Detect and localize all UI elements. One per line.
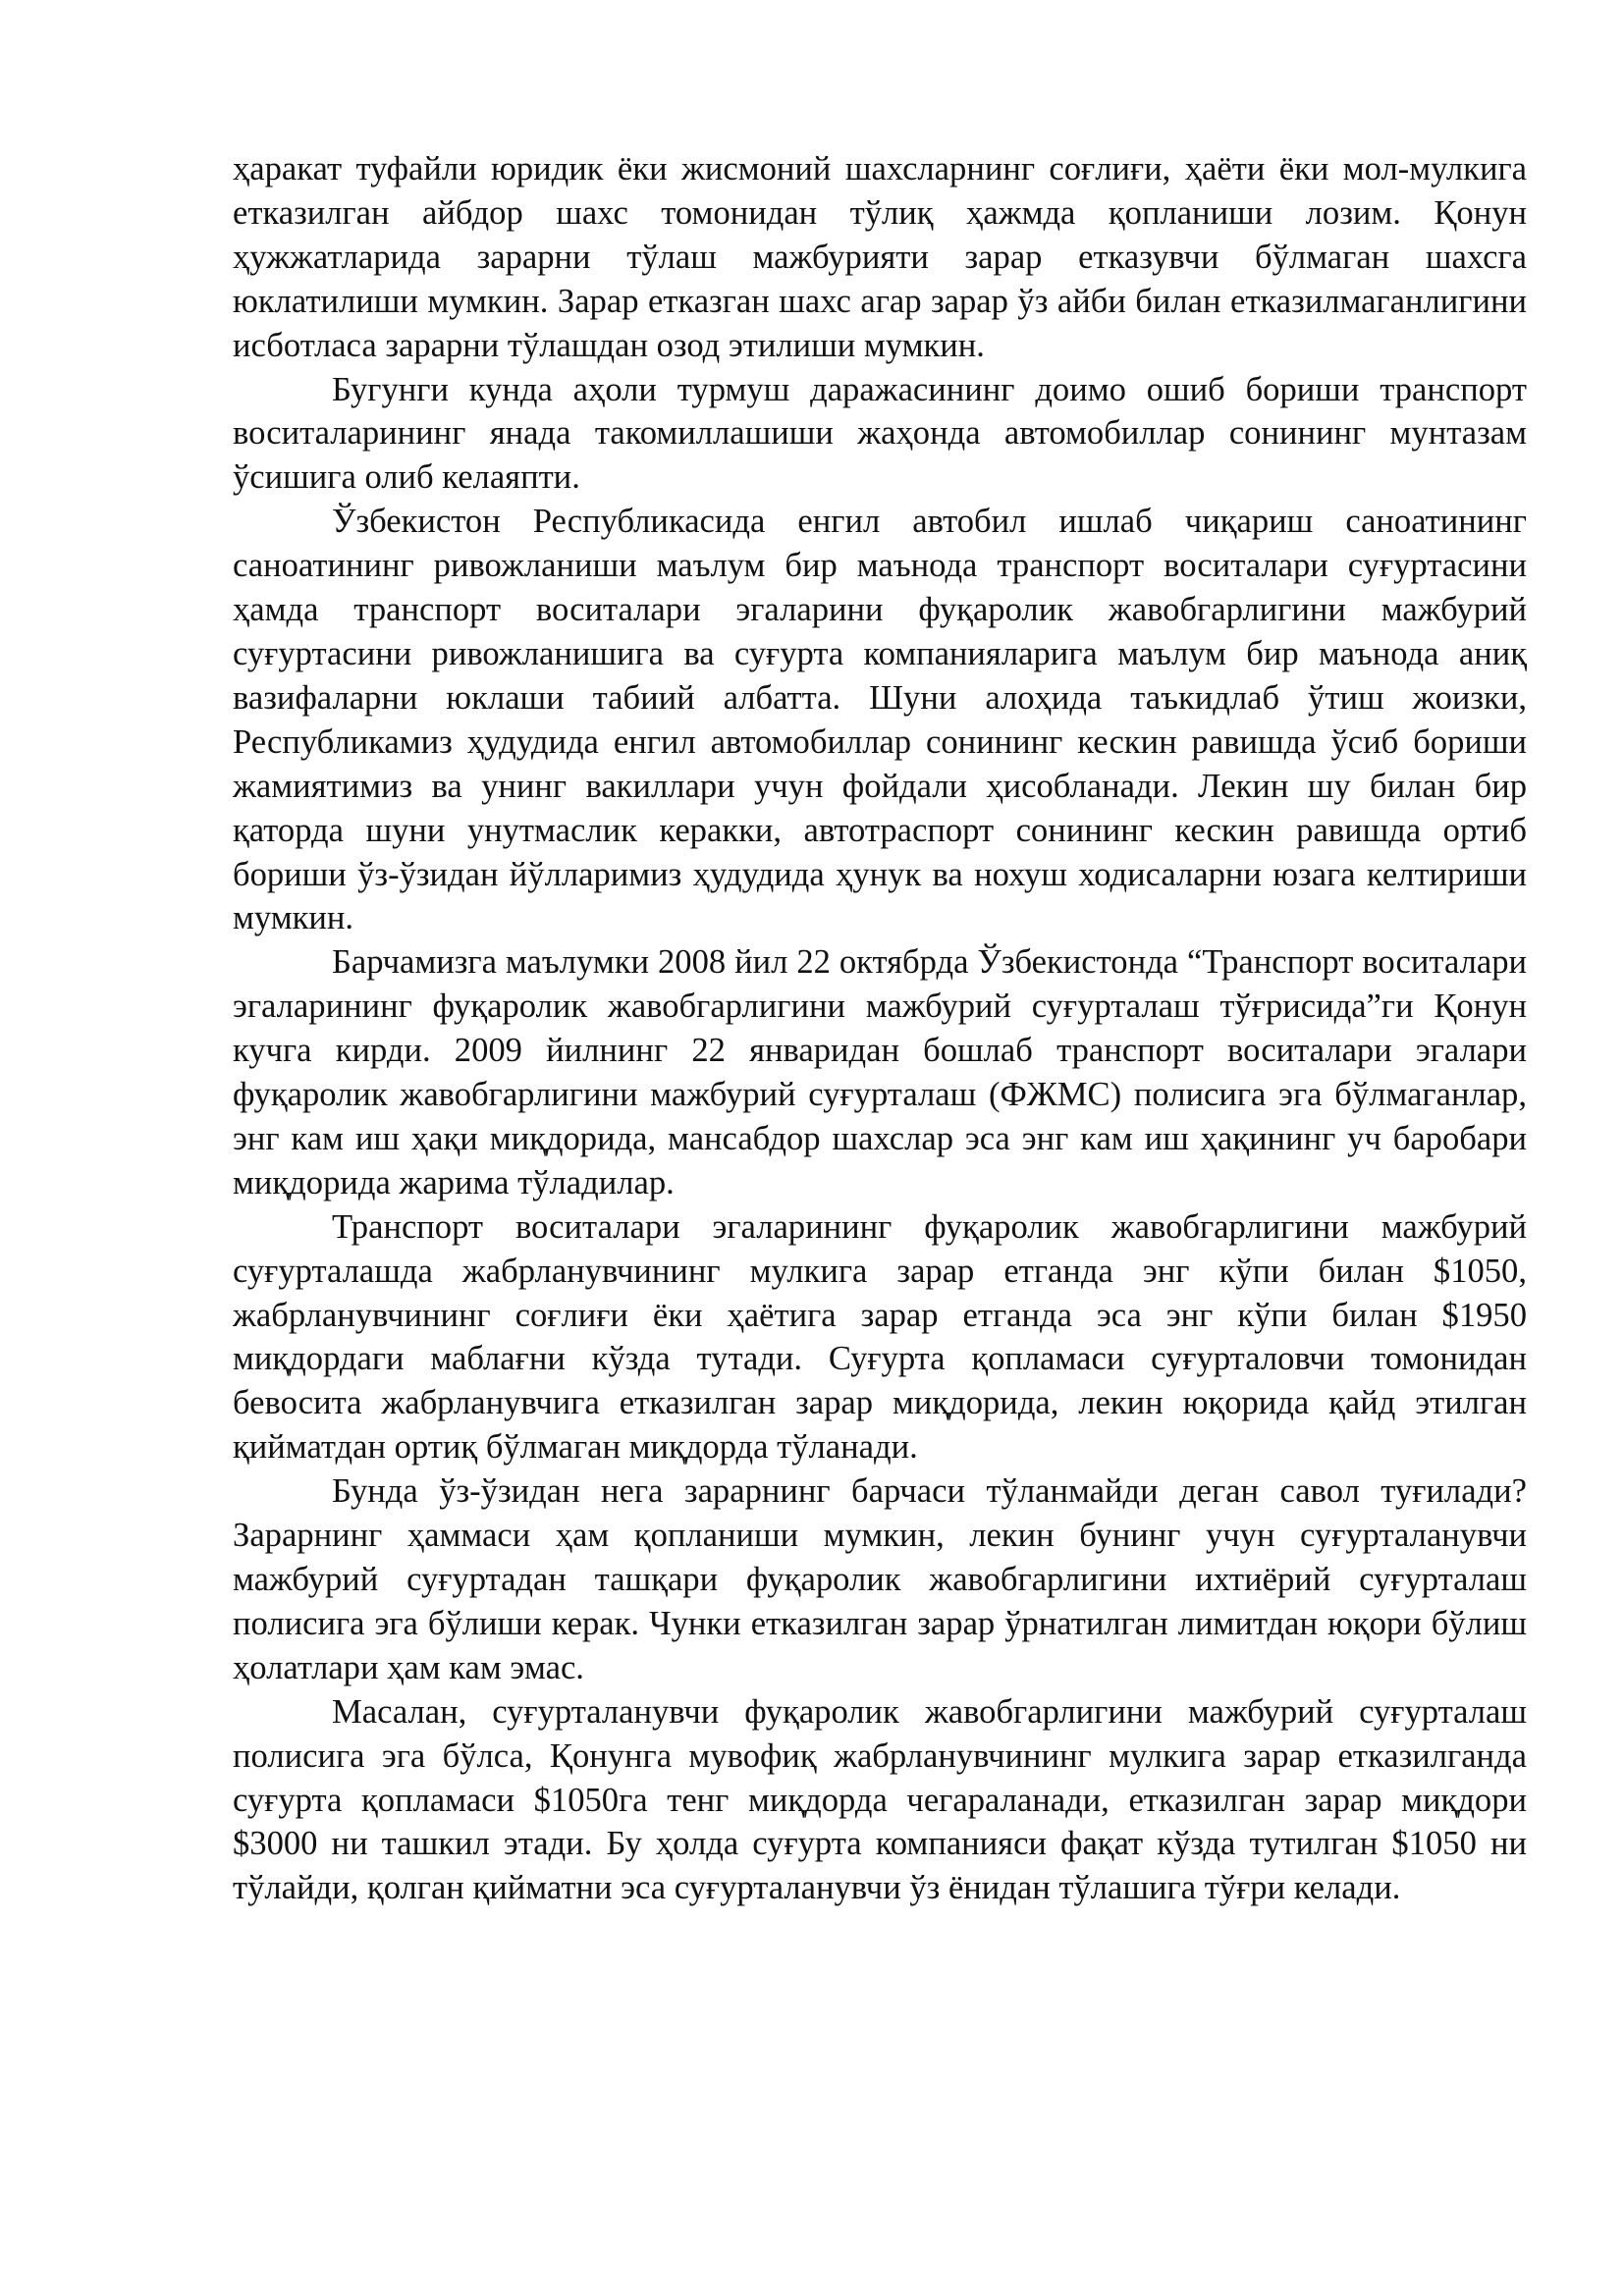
paragraph-population-living-standards: Бугунги кунда аҳоли турмуш даражасининг доимо ошиб бориши транспорт воситаларининг янада такомиллашиши жаҳонда автомобиллар сонининг мунтазам ўсишига олиб келаяпти.: [233, 370, 1527, 497]
paragraph-insurance-limits: Транспорт воситалари эгаларининг фуқаролик жавобгарлигини мажбурий суғурталашда жабрланувчининг мулкига зарар етганда энг кўпи билан $1050, жабрланувчининг соғлиғи ёки ҳаётига зарар етганда эса энг кўпи билан $1950 миқдордаги маблағни кўзда тутади. Суғурта қопламаси суғурталовчи томонидан бевосита жабрланувчига етказилган зарар миқдорида, лекин юқорида қайд этилган қийматдан ортиқ бўлмаган миқдорда тўланади.: [233, 1207, 1527, 1467]
paragraph-law-2008: Барчамизга маълумки 2008 йил 22 октябрда Ўзбекистонда “Транспорт воситалари эгаларининг фуқаролик жавобгарлигини мажбурий суғурталаш тўғрисида”ги Қонун кучга кирди. 2009 йилнинг 22 январидан бошлаб транспорт воситалари эгалари фуқаролик жавобгарлигини мажбурий суғурталаш (ФЖМС) полисига эга бўлмаганлар, энг кам иш ҳақи миқдорида, мансабдор шахслар эса энг кам иш ҳақининг уч баробари миқдорида жарима тўладилар.: [233, 943, 1527, 1201]
paragraph-automobile-industry: Ўзбекистон Республикасида енгил автобил ишлаб чиқариш саноатининг саноатининг ривожланиши маълум бир маънода транспорт воситалари суғуртасини ҳамда транспорт воситалари эгаларини фуқаролик жавобгарлигини мажбурий суғуртасини ривожланишига ва суғурта компанияларига маълум бир маънода аниқ вазифаларни юклаши табиий албатта. Шуни алоҳида таъкидлаб ўтиш жоизки, Республикамиз ҳудудида енгил автомобиллар сонининг кескин равишда ўсиб бориши жамиятимиз ва унинг вакиллари учун фойдали ҳисобланади. Лекин шу билан бир қаторда шуни унутмаслик керакки, автотраспорт сонининг кескин равишда ортиб бориши ўз-ўзидан йўлларимиз ҳудудида ҳунук ва нохуш ходисаларни юзага келтириши мумкин.: [233, 503, 1527, 937]
paragraph-voluntary-insurance: Бунда ўз-ўзидан нега зарарнинг барчаси тўланмайди деган савол туғилади? Зарарнинг ҳаммаси ҳам қопланиши мумкин, лекин бунинг учун суғурталанувчи мажбурий суғуртадан ташқари фуқаролик жавобгарлигини ихтиёрий суғурталаш полисига эга бўлиши керак. Чунки етказилган зарар ўрнатилган лимитдан юқори бўлиш ҳолатлари ҳам кам эмас.: [233, 1472, 1527, 1686]
document-page: [233, 147, 1527, 1910]
paragraph-continuation: ҳаракат туфайли юридик ёки жисмоний шахсларнинг соғлиғи, ҳаёти ёки мол-мулкига етказилган айбдор шахс томонидан тўлиқ ҳажмда қопланиши лозим. Қонун ҳужжатларида зарарни тўлаш мажбурияти зарар етказувчи бўлмаган шахсга юклатилиши мумкин. Зарар етказган шахс агар зарар ўз айби билан етказилмаганлигини исботласа зарарни тўлашдан озод этилиши мумкин.: [233, 150, 1527, 364]
paragraph-example: Масалан, суғурталанувчи фуқаролик жавобгарлигини мажбурий суғурталаш полисига эга бўлса, Қонунга мувофиқ жабрланувчининг мулкига зарар етказилганда суғурта қопламаси $1050га тенг миқдорда чегараланади, етказилган зарар миқдори $3000 ни ташкил этади. Бу ҳолда суғурта компанияси фақат кўзда тутилган $1050 ни тўлайди, қолган қийматни эса суғурталанувчи ўз ёнидан тўлашига тўғри келади.: [233, 1692, 1527, 1907]
